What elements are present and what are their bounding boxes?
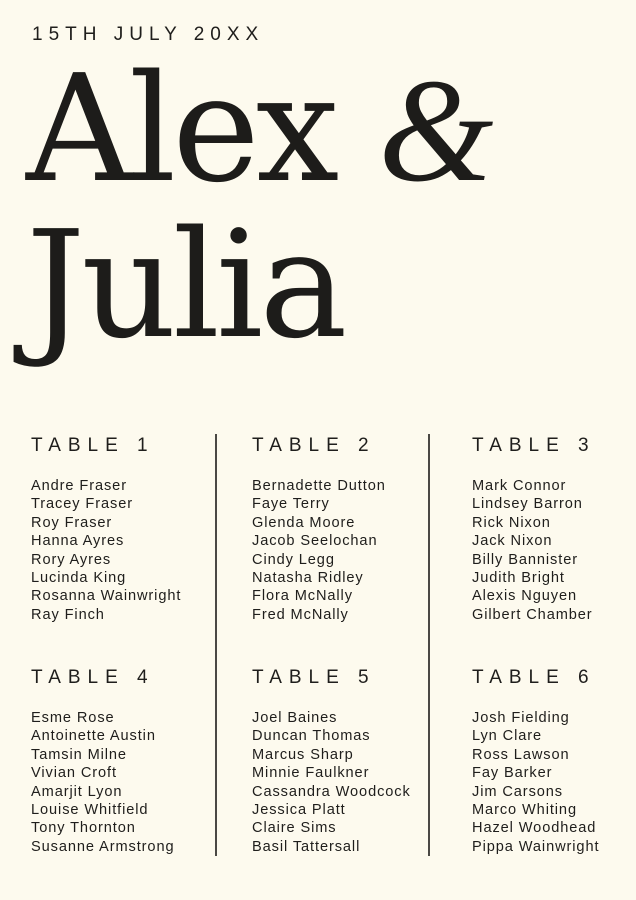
table-heading: TABLE 2 <box>252 435 376 456</box>
guest-name: Jim Carsons <box>472 783 563 800</box>
guest-name: Alexis Nguyen <box>472 588 577 605</box>
guest-name: Jack Nixon <box>472 533 553 550</box>
guest-name: Lucinda King <box>31 570 127 587</box>
guest-name: Basil Tattersall <box>252 838 361 855</box>
second-name: Julia <box>26 199 344 371</box>
guest-name: Jessica Platt <box>252 802 346 819</box>
guest-name: Jacob Seelochan <box>252 533 378 550</box>
couple-names <box>26 43 494 371</box>
guest-name: Gilbert Chamber <box>472 606 593 623</box>
guest-name: Marco Whiting <box>472 802 577 819</box>
guest-name: Hanna Ayres <box>31 533 125 550</box>
guest-name: Faye Terry <box>252 496 330 513</box>
guest-name: Marcus Sharp <box>252 746 354 763</box>
event-date: 15TH JULY 20XX <box>32 24 265 45</box>
guest-name: Cassandra Woodcock <box>252 783 411 800</box>
guest-name: Cindy Legg <box>252 551 335 568</box>
guest-name: Roy Fraser <box>31 514 113 531</box>
guest-name: Tracey Fraser <box>31 496 133 513</box>
guest-name: Susanne Armstrong <box>31 838 175 855</box>
guest-list <box>31 709 174 856</box>
guest-name: Bernadette Dutton <box>252 478 386 494</box>
guest-name: Vivian Croft <box>31 765 117 782</box>
table-heading: TABLE 4 <box>31 667 155 688</box>
guest-name: Flora McNally <box>252 588 353 605</box>
guest-name: Minnie Faulkner <box>252 765 370 782</box>
ampersand: & <box>378 49 494 213</box>
guest-name: Amarjit Lyon <box>31 783 123 800</box>
couple-line-2 <box>26 199 493 371</box>
guest-name: Tamsin Milne <box>31 746 127 763</box>
guest-name: Joel Baines <box>252 710 338 726</box>
guest-name: Lyn Clare <box>472 728 543 745</box>
table-6-block <box>472 667 599 856</box>
guest-name: Ross Lawson <box>472 746 570 763</box>
guest-list <box>252 477 386 624</box>
guest-list <box>31 477 181 624</box>
guest-list <box>252 709 411 856</box>
guest-name: Hazel Woodhead <box>472 820 597 837</box>
guest-name: Lindsey Barron <box>472 496 583 513</box>
guest-name: Tony Thornton <box>31 820 136 837</box>
table-1-block <box>31 435 181 624</box>
guest-name: Esme Rose <box>31 710 115 726</box>
guest-name: Natasha Ridley <box>252 570 364 587</box>
guest-name: Rick Nixon <box>472 514 551 531</box>
guest-name: Josh Fielding <box>472 710 570 726</box>
guest-name: Glenda Moore <box>252 514 356 531</box>
guest-name: Claire Sims <box>252 820 337 837</box>
guest-name: Rory Ayres <box>31 551 112 568</box>
guest-name: Andre Fraser <box>31 478 127 494</box>
table-4-block <box>31 667 174 856</box>
first-name: Alex <box>26 43 336 215</box>
guest-name: Duncan Thomas <box>252 728 371 745</box>
table-3-block <box>472 435 596 624</box>
guest-name: Pippa Wainwright <box>472 838 600 855</box>
guest-name: Ray Finch <box>31 606 105 623</box>
guest-name: Fred McNally <box>252 606 349 623</box>
table-heading: TABLE 3 <box>472 435 596 456</box>
guest-name: Mark Connor <box>472 478 567 494</box>
guest-list <box>472 477 596 624</box>
table-heading: TABLE 1 <box>31 435 155 456</box>
guest-name: Fay Barker <box>472 765 553 782</box>
table-5-block <box>252 667 411 856</box>
couple-line-1 <box>26 43 494 215</box>
column-divider-left <box>215 434 217 856</box>
guest-name: Louise Whitfield <box>31 802 149 819</box>
column-divider-right <box>428 434 430 856</box>
table-heading: TABLE 6 <box>472 667 596 688</box>
guest-name: Rosanna Wainwright <box>31 588 182 605</box>
guest-name: Antoinette Austin <box>31 728 156 745</box>
table-heading: TABLE 5 <box>252 667 376 688</box>
guest-name: Billy Bannister <box>472 551 578 568</box>
table-2-block <box>252 435 386 624</box>
guest-name: Judith Bright <box>472 570 565 587</box>
guest-list <box>472 709 599 856</box>
